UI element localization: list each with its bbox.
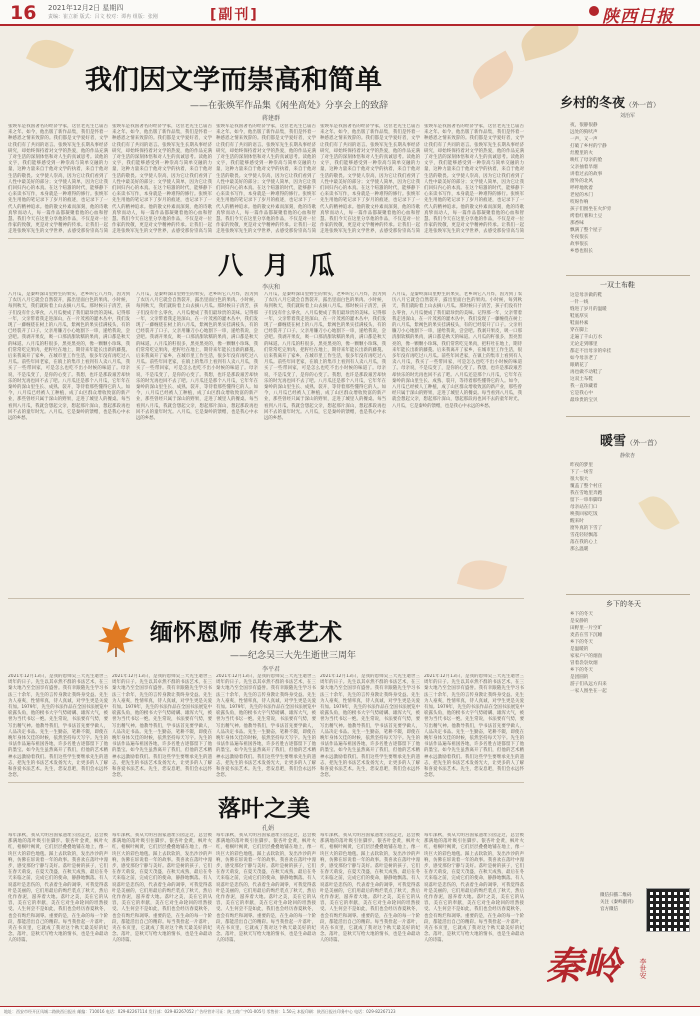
article-subtitle: ——纪念吴三大先生逝世三周年 [230,651,357,661]
poem-subtitle: 乡下的冬天 [606,600,641,608]
section-divider [8,782,524,783]
article-body-cont: 2021年12月13日，是我的恩师吴三大先生逝世三周年的日子。先生以其卓然不群的书法艺术，在三秦大地乃至全国享有盛誉。我有幸跟随先生学习书法三十余年，先生的言传身教让我终身受益。先生为人豪爽，性情率真，待人真诚，对学生更是关爱有加。1979年，先生的书法作品在全国书法展览中崭露头角，他的榜书大字气势磅礴、雄浑大气，被誉为当代书坛一绝。先生常说，书法要有气势，要写出精气神。他教导我们，学书法首先要学做人，人品决定书品。先生一生勤奋，笔耕不辍，即使在晚年身体欠佳的时候，依然坚持每天写字。先生的书法作品遍布祖国各地，许多名胜古迹都留下了他的墨宝。如今先生虽然离开了我们，但他的艺术精神永远激励着我们。我们这些学生要继承先生的遗志，把先生的书法艺术发扬光大，让更多的人了解和喜爱书法艺术。先生，您安息吧，我们会永远怀念您。 [320,674,420,779]
article-body: 张焕军是我国著名的经济学家，这位老先生已届古来之年。如今，他出版了新作品集，我们是怀着一种感恩之情来致辞的。我们都是文学爱好者，文学让我们有了共同的语言。张焕军先生长期从事经济研究，却始终保持着对文学的热爱，他的作品充满了对生活的深刻体悟和对人生的真诚思考。读他的文字，我们能够感受到一种崇高与简单交融的力量，这种力量来自于他对文学的执着，来自于他对生活的敬畏。文学使人崇高，因为它让我们看到了人性中最美好的部分；文学使人简单，因为它让我们回归内心的本真。在这个喧嚣的时代，能够静下心来读书写作，本身就是一种难得的修行。张焕军先生用他的笔记录下了岁月的痕迹，也记录下了一代人的精神追求。他的散文朴素而深刻，他的诗歌真挚而动人，每一篇作品都凝聚着他的心血和智慧。我们今天在这里分享他的作品，不仅是对一位作家的致敬，更是对文学精神的传承。让我们一起走进张焕军先生的文学世界，去感受那份崇高与简 [8,124,108,234]
poem-title-note: （外一首） [626,439,662,447]
section-divider [8,598,524,599]
poem-body: 这是母亲做的鞋 一针一线 缝进了岁月的温暖 鞋底厚实 鞋面朴素 穿在脚上 走遍了千山万水 无论走到哪里 都走不出母亲的牵挂 如今母亲老了 眼睛花了 再也做不动鞋了 这双土布鞋 我一直珍藏着 它是我心中 最珍贵的宝贝 [570,293,612,403]
poem-author: 静依杏 [620,453,636,459]
poem-body: 夜，很静很静 远处的狗吠声 一声，又一声 打破了乡村的宁静 灶膛里的火 映红了母亲的脸 父亲抽着旱烟 讲着过去的故事 窗外的北风 呼呼地吹着 老屋的木门 吱呀作响 孩子们围坐在火炉旁 烤着红薯和土豆 那香味 飘满了整个屋子 冬夜很长 故事很长 乡愁也很长 [570,123,612,254]
article-author: 李庆和 [262,284,281,291]
article-body-cont: 八月瓜，是秦岭深山里野生的果实，老乡叫它八月炸，因为到了农历八月它就会自然裂开，露出里面白色的果肉。小时候，每到秋天，我们就盼着上山去摘八月瓜。那时候日子清苦，孩子们没有什么零食，八月瓜便成了我们最珍贵的美味。记得那一年，父亲带着我走进深山，在一片茂密的灌木丛中，我们发现了一藤缠绕在树上的八月瓜，紫褐色的果实挂满枝头，有的已经裂开了口子。父亲用镰刀小心地割下一串，递给我说，尝尝吧。我剥开果皮，吸一口那清甜软糯的果肉，满口都是秋天的味道。八月瓜的籽很多，黑亮黑亮的，像一颗颗小珍珠，我们常常吃完果肉，把籽吐在地上，期待来年能长出新的藤蔓。后来我离开了家乡，在城市里工作生活，很多年没有再吃过八月瓜。前些年回老家，在镇上的集市上看到有人卖八月瓜，我买了一些带回家，可是怎么也吃不出小时候的味道了。母亲说，不是瓜变了，是你的心变了。我想，也许是那段艰苦却快乐的时光再也回不去了吧。八月瓜还是那个八月瓜，它年年在秦岭的深山里生长、成熟、裂开，等待着那些懂得它的人。如今，八月瓜已经被人工种植，成了山区群众增收致富的新产业，那些曾经只属于深山的野果，走进了城里人的餐桌。每当看到八月瓜，我就会想起父亲，想起那片深山，想起那段再也回不去的童年时光。八月瓜，它是秦岭的馈赠，也是我心中永远的乡愁。 [392,292,522,409]
article-body-cont: 每年深秋，我从大明宫国家遗址公园走过，总会被那满地的落叶吸引住脚步。银杏叶金黄，枫叶火红，梧桐叶褐黄，它们层层叠叠地铺在地上，像一块巨大的彩色地毯。踩上去软软的，发出沙沙的声响，仿佛在诉说着一年的故事。我喜欢在落叶中漫步，感受那份宁静与美好。落叶是树的孩子，它们在春天萌发，在夏天茂盛，在秋天成熟，最后在冬天来临之前，完成它们的使命，静静地飘落。有人说落叶是悲伤的，代表着生命的凋零，可我觉得落叶是美丽的，它们用最后的绚烂装点了秋天，然后化作春泥，滋养着大地。落叶之美，美在它的从容，美在它的奉献，美在它对生命轮回的坦然接受。人生何尝不是如此，我们也会经历春夏秋冬，也会有绚烂和凋零。重要的是，在生命的每一个阶段，都能活出自己的精彩。每当我捡起一片落叶，夹在书页里，它就成了我对这个秋天最美好的纪念。落叶，是秋天写给大地的情书，也是生命最动人的诗篇。 [216,833,316,944]
article-body: 每年深秋，我从大明宫国家遗址公园走过，总会被那满地的落叶吸引住脚步。银杏叶金黄，枫叶火红，梧桐叶褐黄，它们层层叠叠地铺在地上，像一块巨大的彩色地毯。踩上去软软的，发出沙沙的声响，仿佛在诉说着一年的故事。我喜欢在落叶中漫步，感受那份宁静与美好。落叶是树的孩子，它们在春天萌发，在夏天茂盛，在秋天成熟，最后在冬天来临之前，完成它们的使命，静静地飘落。有人说落叶是悲伤的，代表着生命的凋零，可我觉得落叶是美丽的，它们用最后的绚烂装点了秋天，然后化作春泥，滋养着大地。落叶之美，美在它的从容，美在它的奉献，美在它对生命轮回的坦然接受。人生何尝不是如此，我们也会经历春夏秋冬，也会有绚烂和凋零。重要的是，在生命的每一个阶段，都能活出自己的精彩。每当我捡起一片落叶，夹在书页里，它就成了我对这个秋天最美好的纪念。落叶，是秋天写给大地的情书，也是生命最动人的诗篇。 [8,833,108,944]
decorative-leaf [466,51,521,100]
article-body-cont: 张焕军是我国著名的经济学家，这位老先生已届古来之年。如今，他出版了新作品集，我们是怀着一种感恩之情来致辞的。我们都是文学爱好者，文学让我们有了共同的语言。张焕军先生长期从事经济研究，却始终保持着对文学的热爱，他的作品充满了对生活的深刻体悟和对人生的真诚思考。读他的文字，我们能够感受到一种崇高与简单交融的力量，这种力量来自于他对文学的执着，来自于他对生活的敬畏。文学使人崇高，因为它让我们看到了人性中最美好的部分；文学使人简单，因为它让我们回归内心的本真。在这个喧嚣的时代，能够静下心来读书写作，本身就是一种难得的修行。张焕军先生用他的笔记录下了岁月的痕迹，也记录下了一代人的精神追求。他的散文朴素而深刻，他的诗歌真挚而动人，每一篇作品都凝聚着他的心血和智慧。我们今天在这里分享他的作品，不仅是对一位作家的致敬，更是对文学精神的传承。让我们一起走进张焕军先生的文学世界，去感受那份崇高与简 [112,124,212,234]
article-author: 孔娟 [262,825,275,832]
article-body-cont: 2021年12月13日，是我的恩师吴三大先生逝世三周年的日子。先生以其卓然不群的书法艺术，在三秦大地乃至全国享有盛誉。我有幸跟随先生学习书法三十余年，先生的言传身教让我终身受益。先生为人豪爽，性情率真，待人真诚，对学生更是关爱有加。1979年，先生的书法作品在全国书法展览中崭露头角，他的榜书大字气势磅礴、雄浑大气，被誉为当代书坛一绝。先生常说，书法要有气势，要写出精气神。他教导我们，学书法首先要学做人，人品决定书品。先生一生勤奋，笔耕不辍，即使在晚年身体欠佳的时候，依然坚持每天写字。先生的书法作品遍布祖国各地，许多名胜古迹都留下了他的墨宝。如今先生虽然离开了我们，但他的艺术精神永远激励着我们。我们这些学生要继承先生的遗志，把先生的书法艺术发扬光大，让更多的人了解和喜爱书法艺术。先生，您安息吧，我们会永远怀念您。 [424,674,524,779]
article-body-cont: 张焕军是我国著名的经济学家，这位老先生已届古来之年。如今，他出版了新作品集，我们是怀着一种感恩之情来致辞的。我们都是文学爱好者，文学让我们有了共同的语言。张焕军先生长期从事经济研究，却始终保持着对文学的热爱，他的作品充满了对生活的深刻体悟和对人生的真诚思考。读他的文字，我们能够感受到一种崇高与简单交融的力量，这种力量来自于他对文学的执着，来自于他对生活的敬畏。文学使人崇高，因为它让我们看到了人性中最美好的部分；文学使人简单，因为它让我们回归内心的本真。在这个喧嚣的时代，能够静下心来读书写作，本身就是一种难得的修行。张焕军先生用他的笔记录下了岁月的痕迹，也记录下了一代人的精神追求。他的散文朴素而深刻，他的诗歌真挚而动人，每一篇作品都凝聚着他的心血和智慧。我们今天在这里分享他的作品，不仅是对一位作家的致敬，更是对文学精神的传承。让我们一起走进张焕军先生的文学世界，去感受那份崇高与简 [320,124,420,234]
poem-divider [566,416,690,417]
article-body-cont: 八月瓜，是秦岭深山里野生的果实，老乡叫它八月炸，因为到了农历八月它就会自然裂开，露出里面白色的果肉。小时候，每到秋天，我们就盼着上山去摘八月瓜。那时候日子清苦，孩子们没有什么零食，八月瓜便成了我们最珍贵的美味。记得那一年，父亲带着我走进深山，在一片茂密的灌木丛中，我们发现了一藤缠绕在树上的八月瓜，紫褐色的果实挂满枝头，有的已经裂开了口子。父亲用镰刀小心地割下一串，递给我说，尝尝吧。我剥开果皮，吸一口那清甜软糯的果肉，满口都是秋天的味道。八月瓜的籽很多，黑亮黑亮的，像一颗颗小珍珠，我们常常吃完果肉，把籽吐在地上，期待来年能长出新的藤蔓。后来我离开了家乡，在城市里工作生活，很多年没有再吃过八月瓜。前些年回老家，在镇上的集市上看到有人卖八月瓜，我买了一些带回家，可是怎么也吃不出小时候的味道了。母亲说，不是瓜变了，是你的心变了。我想，也许是那段艰苦却快乐的时光再也回不去了吧。八月瓜还是那个八月瓜，它年年在秦岭的深山里生长、成熟、裂开，等待着那些懂得它的人。如今，八月瓜已经被人工种植，成了山区群众增收致富的新产业，那些曾经只属于深山的野果，走进了城里人的餐桌。每当看到八月瓜，我就会想起父亲，想起那片深山，想起那段再也回不去的童年时光。八月瓜，它是秦岭的馈赠，也是我心中永远的乡愁。 [264,292,386,422]
maple-leaf-icon [96,618,136,658]
qr-code-icon[interactable] [646,888,690,932]
page-footer: 地址：西安市经开区凤城二路陕西日报社 邮编：710016 电话：029-82267114 发行部：029-82267052 广告经营许可证：陕工商广字01-005号 零售价：1.50元 本报印刷：陕西日报社印务中心 电话：029-82267123 [0,1006,700,1016]
calligraphy-title: 秦岭 [545,943,622,988]
article-author: 李平君 [262,666,281,673]
article-body-cont: 八月瓜，是秦岭深山里野生的果实，老乡叫它八月炸，因为到了农历八月它就会自然裂开，露出里面白色的果肉。小时候，每到秋天，我们就盼着上山去摘八月瓜。那时候日子清苦，孩子们没有什么零食，八月瓜便成了我们最珍贵的美味。记得那一年，父亲带着我走进深山，在一片茂密的灌木丛中，我们发现了一藤缠绕在树上的八月瓜，紫褐色的果实挂满枝头，有的已经裂开了口子。父亲用镰刀小心地割下一串，递给我说，尝尝吧。我剥开果皮，吸一口那清甜软糯的果肉，满口都是秋天的味道。八月瓜的籽很多，黑亮黑亮的，像一颗颗小珍珠，我们常常吃完果肉，把籽吐在地上，期待来年能长出新的藤蔓。后来我离开了家乡，在城市里工作生活，很多年没有再吃过八月瓜。前些年回老家，在镇上的集市上看到有人卖八月瓜，我买了一些带回家，可是怎么也吃不出小时候的味道了。母亲说，不是瓜变了，是你的心变了。我想，也许是那段艰苦却快乐的时光再也回不去了吧。八月瓜还是那个八月瓜，它年年在秦岭的深山里生长、成熟、裂开，等待着那些懂得它的人。如今，八月瓜已经被人工种植，成了山区群众增收致富的新产业，那些曾经只属于深山的野果，走进了城里人的餐桌。每当看到八月瓜，我就会想起父亲，想起那片深山，想起那段再也回不去的童年时光。八月瓜，它是秦岭的馈赠，也是我心中永远的乡愁。 [136,292,258,422]
poem-author: 刘治军 [620,113,636,119]
poem-title-note: （外一首） [625,101,661,109]
article-body: 八月瓜，是秦岭深山里野生的果实，老乡叫它八月炸，因为到了农历八月它就会自然裂开，露出里面白色的果肉。小时候，每到秋天，我们就盼着上山去摘八月瓜。那时候日子清苦，孩子们没有什么零食，八月瓜便成了我们最珍贵的美味。记得那一年，父亲带着我走进深山，在一片茂密的灌木丛中，我们发现了一藤缠绕在树上的八月瓜，紫褐色的果实挂满枝头，有的已经裂开了口子。父亲用镰刀小心地割下一串，递给我说，尝尝吧。我剥开果皮，吸一口那清甜软糯的果肉，满口都是秋天的味道。八月瓜的籽很多，黑亮黑亮的，像一颗颗小珍珠，我们常常吃完果肉，把籽吐在地上，期待来年能长出新的藤蔓。后来我离开了家乡，在城市里工作生活，很多年没有再吃过八月瓜。前些年回老家，在镇上的集市上看到有人卖八月瓜，我买了一些带回家，可是怎么也吃不出小时候的味道了。母亲说，不是瓜变了，是你的心变了。我想，也许是那段艰苦却快乐的时光再也回不去了吧。八月瓜还是那个八月瓜，它年年在秦岭的深山里生长、成熟、裂开，等待着那些懂得它的人。如今，八月瓜已经被人工种植，成了山区群众增收致富的新产业，那些曾经只属于深山的野果，走进了城里人的餐桌。每当看到八月瓜，我就会想起父亲，想起那片深山，想起那段再也回不去的童年时光。八月瓜，它是秦岭的馈赠，也是我心中永远的乡愁。 [8,292,130,422]
article-author: 蒋建群 [262,115,281,122]
poem-divider [566,594,690,595]
poem-title-text: 暖雪 [600,434,627,449]
article-body-cont: 每年深秋，我从大明宫国家遗址公园走过，总会被那满地的落叶吸引住脚步。银杏叶金黄，枫叶火红，梧桐叶褐黄，它们层层叠叠地铺在地上，像一块巨大的彩色地毯。踩上去软软的，发出沙沙的声响，仿佛在诉说着一年的故事。我喜欢在落叶中漫步，感受那份宁静与美好。落叶是树的孩子，它们在春天萌发，在夏天茂盛，在秋天成熟，最后在冬天来临之前，完成它们的使命，静静地飘落。有人说落叶是悲伤的，代表着生命的凋零，可我觉得落叶是美丽的，它们用最后的绚烂装点了秋天，然后化作春泥，滋养着大地。落叶之美，美在它的从容，美在它的奉献，美在它对生命轮回的坦然接受。人生何尝不是如此，我们也会经历春夏秋冬，也会有绚烂和凋零。重要的是，在生命的每一个阶段，都能活出自己的精彩。每当我捡起一片落叶，夹在书页里，它就成了我对这个秋天最美好的纪念。落叶，是秋天写给大地的情书，也是生命最动人的诗篇。 [112,833,212,944]
poem-title [600,430,661,449]
article-headline: 八 月 瓜 [218,251,341,280]
article-body-cont: 每年深秋，我从大明宫国家遗址公园走过，总会被那满地的落叶吸引住脚步。银杏叶金黄，枫叶火红，梧桐叶褐黄，它们层层叠叠地铺在地上，像一块巨大的彩色地毯。踩上去软软的，发出沙沙的声响，仿佛在诉说着一年的故事。我喜欢在落叶中漫步，感受那份宁静与美好。落叶是树的孩子，它们在春天萌发，在夏天茂盛，在秋天成熟，最后在冬天来临之前，完成它们的使命，静静地飘落。有人说落叶是悲伤的，代表着生命的凋零，可我觉得落叶是美丽的，它们用最后的绚烂装点了秋天，然后化作春泥，滋养着大地。落叶之美，美在它的从容，美在它的奉献，美在它对生命轮回的坦然接受。人生何尝不是如此，我们也会经历春夏秋冬，也会有绚烂和凋零。重要的是，在生命的每一个阶段，都能活出自己的精彩。每当我捡起一片落叶，夹在书页里，它就成了我对这个秋天最美好的纪念。落叶，是秋天写给大地的情书，也是生命最动人的诗篇。 [320,833,420,944]
article-headline: 落叶之美 [218,796,310,822]
poem-subtitle: 一双土布鞋 [600,281,635,289]
qr-caption: 微信扫描二维码 关注《秦岭副刊》 官方微信 [600,893,636,912]
editor-credits: 责编：崔立新 版式：吕文 校对：谭冉 组版：张刚 [48,14,158,20]
page-number: 16 [10,2,37,24]
masthead: 陕西日报 [602,7,674,27]
poem-body: 乡下的冬天 是安静的 田野里一片空旷 麦苗在雪下沉睡 乡下的冬天 是温暖的 家家户户的烟囱 冒着袅袅炊烟 乡下的冬天 是团圆的 游子们从远方归来 一家人围坐在一起 [570,612,607,694]
poem-title [560,92,660,111]
article-subtitle: ——在张焕军作品集《闲坐高处》分享会上的致辞 [190,101,389,111]
poem-title-text: 乡村的冬夜 [560,96,626,111]
section-name: [副刊] [210,7,259,23]
issue-date: 2021年12月2日 星期四 [48,4,124,12]
poem-body: 昨夜的梦里 下了一场雪 很大很大 覆盖了整个村庄 我在雪地里奔跑 留下一串串脚印 母亲站在门口 唤我回家吃饭 醒来时 窗外真的下雪了 雪花轻轻飘落 落在我的心上 那么温暖 [570,463,603,552]
calligraphy-signature: 李世安 [639,958,647,979]
poem-divider [566,275,690,276]
article-body-cont: 张焕军是我国著名的经济学家，这位老先生已届古来之年。如今，他出版了新作品集，我们是怀着一种感恩之情来致辞的。我们都是文学爱好者，文学让我们有了共同的语言。张焕军先生长期从事经济研究，却始终保持着对文学的热爱，他的作品充满了对生活的深刻体悟和对人生的真诚思考。读他的文字，我们能够感受到一种崇高与简单交融的力量，这种力量来自于他对文学的执着，来自于他对生活的敬畏。文学使人崇高，因为它让我们看到了人性中最美好的部分；文学使人简单，因为它让我们回归内心的本真。在这个喧嚣的时代，能够静下心来读书写作，本身就是一种难得的修行。张焕军先生用他的笔记录下了岁月的痕迹，也记录下了一代人的精神追求。他的散文朴素而深刻，他的诗歌真挚而动人，每一篇作品都凝聚着他的心血和智慧。我们今天在这里分享他的作品，不仅是对一位作家的致敬，更是对文学精神的传承。让我们一起走进张焕军先生的文学世界，去感受那份崇高与简 [424,124,524,234]
article-body-cont: 每年深秋，我从大明宫国家遗址公园走过，总会被那满地的落叶吸引住脚步。银杏叶金黄，枫叶火红，梧桐叶褐黄，它们层层叠叠地铺在地上，像一块巨大的彩色地毯。踩上去软软的，发出沙沙的声响，仿佛在诉说着一年的故事。我喜欢在落叶中漫步，感受那份宁静与美好。落叶是树的孩子，它们在春天萌发，在夏天茂盛，在秋天成熟，最后在冬天来临之前，完成它们的使命，静静地飘落。有人说落叶是悲伤的，代表着生命的凋零，可我觉得落叶是美丽的，它们用最后的绚烂装点了秋天，然后化作春泥，滋养着大地。落叶之美，美在它的从容，美在它的奉献，美在它对生命轮回的坦然接受。人生何尝不是如此，我们也会经历春夏秋冬，也会有绚烂和凋零。重要的是，在生命的每一个阶段，都能活出自己的精彩。每当我捡起一片落叶，夹在书页里，它就成了我对这个秋天最美好的纪念。落叶，是秋天写给大地的情书，也是生命最动人的诗篇。 [424,833,524,944]
article-body: 2021年12月13日，是我的恩师吴三大先生逝世三周年的日子。先生以其卓然不群的书法艺术，在三秦大地乃至全国享有盛誉。我有幸跟随先生学习书法三十余年，先生的言传身教让我终身受益。先生为人豪爽，性情率真，待人真诚，对学生更是关爱有加。1979年，先生的书法作品在全国书法展览中崭露头角，他的榜书大字气势磅礴、雄浑大气，被誉为当代书坛一绝。先生常说，书法要有气势，要写出精气神。他教导我们，学书法首先要学做人，人品决定书品。先生一生勤奋，笔耕不辍，即使在晚年身体欠佳的时候，依然坚持每天写字。先生的书法作品遍布祖国各地，许多名胜古迹都留下了他的墨宝。如今先生虽然离开了我们，但他的艺术精神永远激励着我们。我们这些学生要继承先生的遗志，把先生的书法艺术发扬光大，让更多的人了解和喜爱书法艺术。先生，您安息吧，我们会永远怀念您。 [8,674,108,779]
newspaper-logo-icon [588,5,600,17]
decorative-leaf [26,33,74,75]
article-headline: 缅怀恩师 传承艺术 [150,620,343,646]
article-body-cont: 2021年12月13日，是我的恩师吴三大先生逝世三周年的日子。先生以其卓然不群的书法艺术，在三秦大地乃至全国享有盛誉。我有幸跟随先生学习书法三十余年，先生的言传身教让我终身受益。先生为人豪爽，性情率真，待人真诚，对学生更是关爱有加。1979年，先生的书法作品在全国书法展览中崭露头角，他的榜书大字气势磅礴、雄浑大气，被誉为当代书坛一绝。先生常说，书法要有气势，要写出精气神。他教导我们，学书法首先要学做人，人品决定书品。先生一生勤奋，笔耕不辍，即使在晚年身体欠佳的时候，依然坚持每天写字。先生的书法作品遍布祖国各地，许多名胜古迹都留下了他的墨宝。如今先生虽然离开了我们，但他的艺术精神永远激励着我们。我们这些学生要继承先生的遗志，把先生的书法艺术发扬光大，让更多的人了解和喜爱书法艺术。先生，您安息吧，我们会永远怀念您。 [112,674,212,779]
article-body-cont: 2021年12月13日，是我的恩师吴三大先生逝世三周年的日子。先生以其卓然不群的书法艺术，在三秦大地乃至全国享有盛誉。我有幸跟随先生学习书法三十余年，先生的言传身教让我终身受益。先生为人豪爽，性情率真，待人真诚，对学生更是关爱有加。1979年，先生的书法作品在全国书法展览中崭露头角，他的榜书大字气势磅礴、雄浑大气，被誉为当代书坛一绝。先生常说，书法要有气势，要写出精气神。他教导我们，学书法首先要学做人，人品决定书品。先生一生勤奋，笔耕不辍，即使在晚年身体欠佳的时候，依然坚持每天写字。先生的书法作品遍布祖国各地，许多名胜古迹都留下了他的墨宝。如今先生虽然离开了我们，但他的艺术精神永远激励着我们。我们这些学生要继承先生的遗志，把先生的书法艺术发扬光大，让更多的人了解和喜爱书法艺术。先生，您安息吧，我们会永远怀念您。 [216,674,316,779]
article-headline: 我们因文学而崇高和简单 [85,65,382,96]
article-body-cont: 张焕军是我国著名的经济学家，这位老先生已届古来之年。如今，他出版了新作品集，我们是怀着一种感恩之情来致辞的。我们都是文学爱好者，文学让我们有了共同的语言。张焕军先生长期从事经济研究，却始终保持着对文学的热爱，他的作品充满了对生活的深刻体悟和对人生的真诚思考。读他的文字，我们能够感受到一种崇高与简单交融的力量，这种力量来自于他对文学的执着，来自于他对生活的敬畏。文学使人崇高，因为它让我们看到了人性中最美好的部分；文学使人简单，因为它让我们回归内心的本真。在这个喧嚣的时代，能够静下心来读书写作，本身就是一种难得的修行。张焕军先生用他的笔记录下了岁月的痕迹，也记录下了一代人的精神追求。他的散文朴素而深刻，他的诗歌真挚而动人，每一篇作品都凝聚着他的心血和智慧。我们今天在这里分享他的作品，不仅是对一位作家的致敬，更是对文学精神的传承。让我们一起走进张焕军先生的文学世界，去感受那份崇高与简 [216,124,316,234]
section-divider [8,238,524,239]
